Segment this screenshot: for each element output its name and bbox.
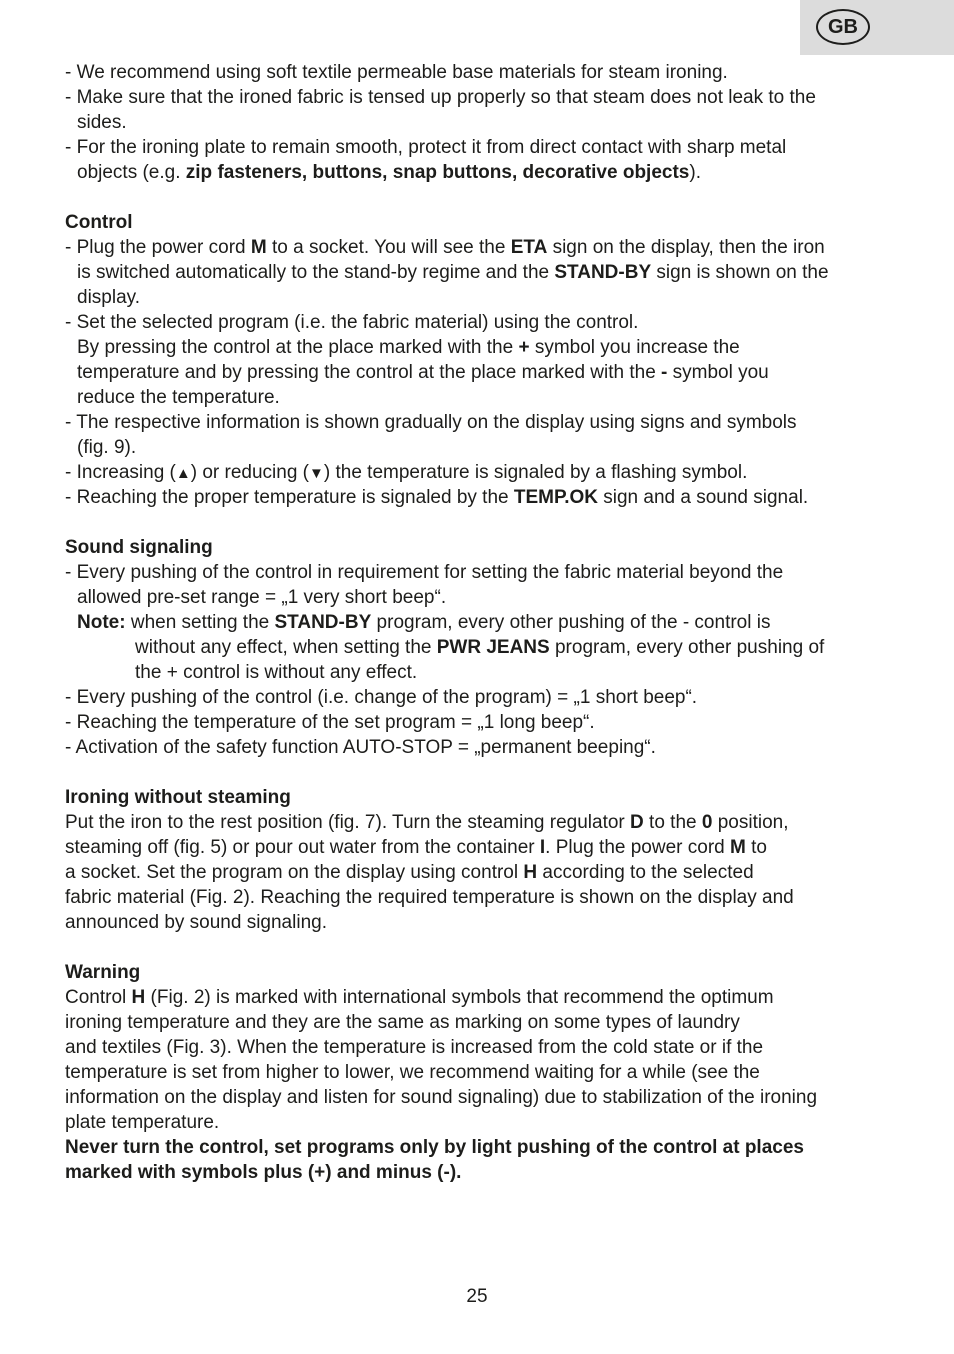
control-line: By pressing the control at the place marked with the + symbol you increase the <box>77 337 740 358</box>
control-line: - Set the selected program (i.e. the fabric material) using the control. <box>65 312 639 333</box>
intro-line: - For the ironing plate to remain smooth, protect it from direct contact with sharp metal <box>65 137 787 158</box>
section-heading-ironing: Ironing without steaming <box>65 787 291 808</box>
ironing-line: announced by sound signaling. <box>65 912 327 933</box>
sound-line: - Every pushing of the control (i.e. change of the program) = „1 short beep“. <box>65 687 698 708</box>
note-line: Note: when setting the STAND-BY program, every other pushing of the - control is <box>77 612 771 633</box>
warning-line: information on the display and listen for sound signaling) due to stabilization of the ironing <box>65 1087 818 1108</box>
warning-emphasis: Never turn the control, set programs only by light pushing of the control at places <box>65 1137 804 1158</box>
ironing-line: steaming off (fig. 5) or pour out water from the container I. Plug the power cord M to <box>65 837 767 858</box>
warning-emphasis: marked with symbols plus (+) and minus (-). <box>65 1162 462 1183</box>
sound-line: - Activation of the safety function AUTO-STOP = „permanent beeping“. <box>65 737 656 758</box>
control-line: display. <box>77 287 141 308</box>
minus-icon: - <box>661 362 668 383</box>
language-badge: GB <box>816 9 870 45</box>
plus-icon: + <box>518 337 530 358</box>
ironing-line: Put the iron to the rest position (fig. 7). Turn the steaming regulator D to the 0 position, <box>65 812 789 833</box>
page-content <box>65 60 905 1185</box>
sound-line: - Reaching the temperature of the set program = „1 long beep“. <box>65 712 595 733</box>
ironing-line: fabric material (Fig. 2). Reaching the required temperature is shown on the display and <box>65 887 794 908</box>
control-line: (fig. 9). <box>77 437 137 458</box>
intro-line: - Make sure that the ironed fabric is tensed up properly so that steam does not leak to the <box>65 87 816 108</box>
warning-line: Control H (Fig. 2) is marked with international symbols that recommend the optimum <box>65 987 774 1008</box>
intro-line: sides. <box>77 112 127 133</box>
warning-line: temperature is set from higher to lower, we recommend waiting for a while (see the <box>65 1062 760 1083</box>
control-line: temperature and by pressing the control at the place marked with the - symbol you <box>77 362 769 383</box>
warning-line: ironing temperature and they are the same as marking on some types of laundry <box>65 1012 740 1033</box>
section-heading-control: Control <box>65 212 133 233</box>
section-heading-warning: Warning <box>65 962 141 983</box>
control-line: - The respective information is shown gradually on the display using signs and symbols <box>65 412 797 433</box>
control-line: is switched automatically to the stand-by regime and the STAND-BY sign is shown on the <box>77 262 829 283</box>
control-line: - Plug the power cord M to a socket. You will see the ETA sign on the display, then the iron <box>65 237 825 258</box>
note-line: without any effect, when setting the PWR JEANS program, every other pushing of <box>135 637 825 658</box>
sound-line: - Every pushing of the control in requirement for setting the fabric material beyond the <box>65 562 784 583</box>
triangle-down-icon: ▼ <box>309 465 324 482</box>
ironing-line: a socket. Set the program on the display using control H according to the selected <box>65 862 754 883</box>
language-tab <box>800 0 954 55</box>
intro-line: objects (e.g. zip fasteners, buttons, snap buttons, decorative objects). <box>77 162 701 183</box>
warning-line: plate temperature. <box>65 1112 220 1133</box>
control-line: - Reaching the proper temperature is signaled by the TEMP.OK sign and a sound signal. <box>65 487 809 508</box>
control-line: - Increasing (▲) or reducing (▼) the temperature is signaled by a flashing symbol. <box>65 462 748 483</box>
page-number: 25 <box>466 1286 488 1307</box>
section-heading-sound: Sound signaling <box>65 537 213 558</box>
intro-line: - We recommend using soft textile permeable base materials for steam ironing. <box>65 62 728 83</box>
sound-line: allowed pre-set range = „1 very short beep“. <box>77 587 447 608</box>
triangle-up-icon: ▲ <box>175 465 191 482</box>
control-line: reduce the temperature. <box>77 387 280 408</box>
warning-line: and textiles (Fig. 3). When the temperature is increased from the cold state or if the <box>65 1037 764 1058</box>
note-line: the + control is without any effect. <box>135 662 418 683</box>
